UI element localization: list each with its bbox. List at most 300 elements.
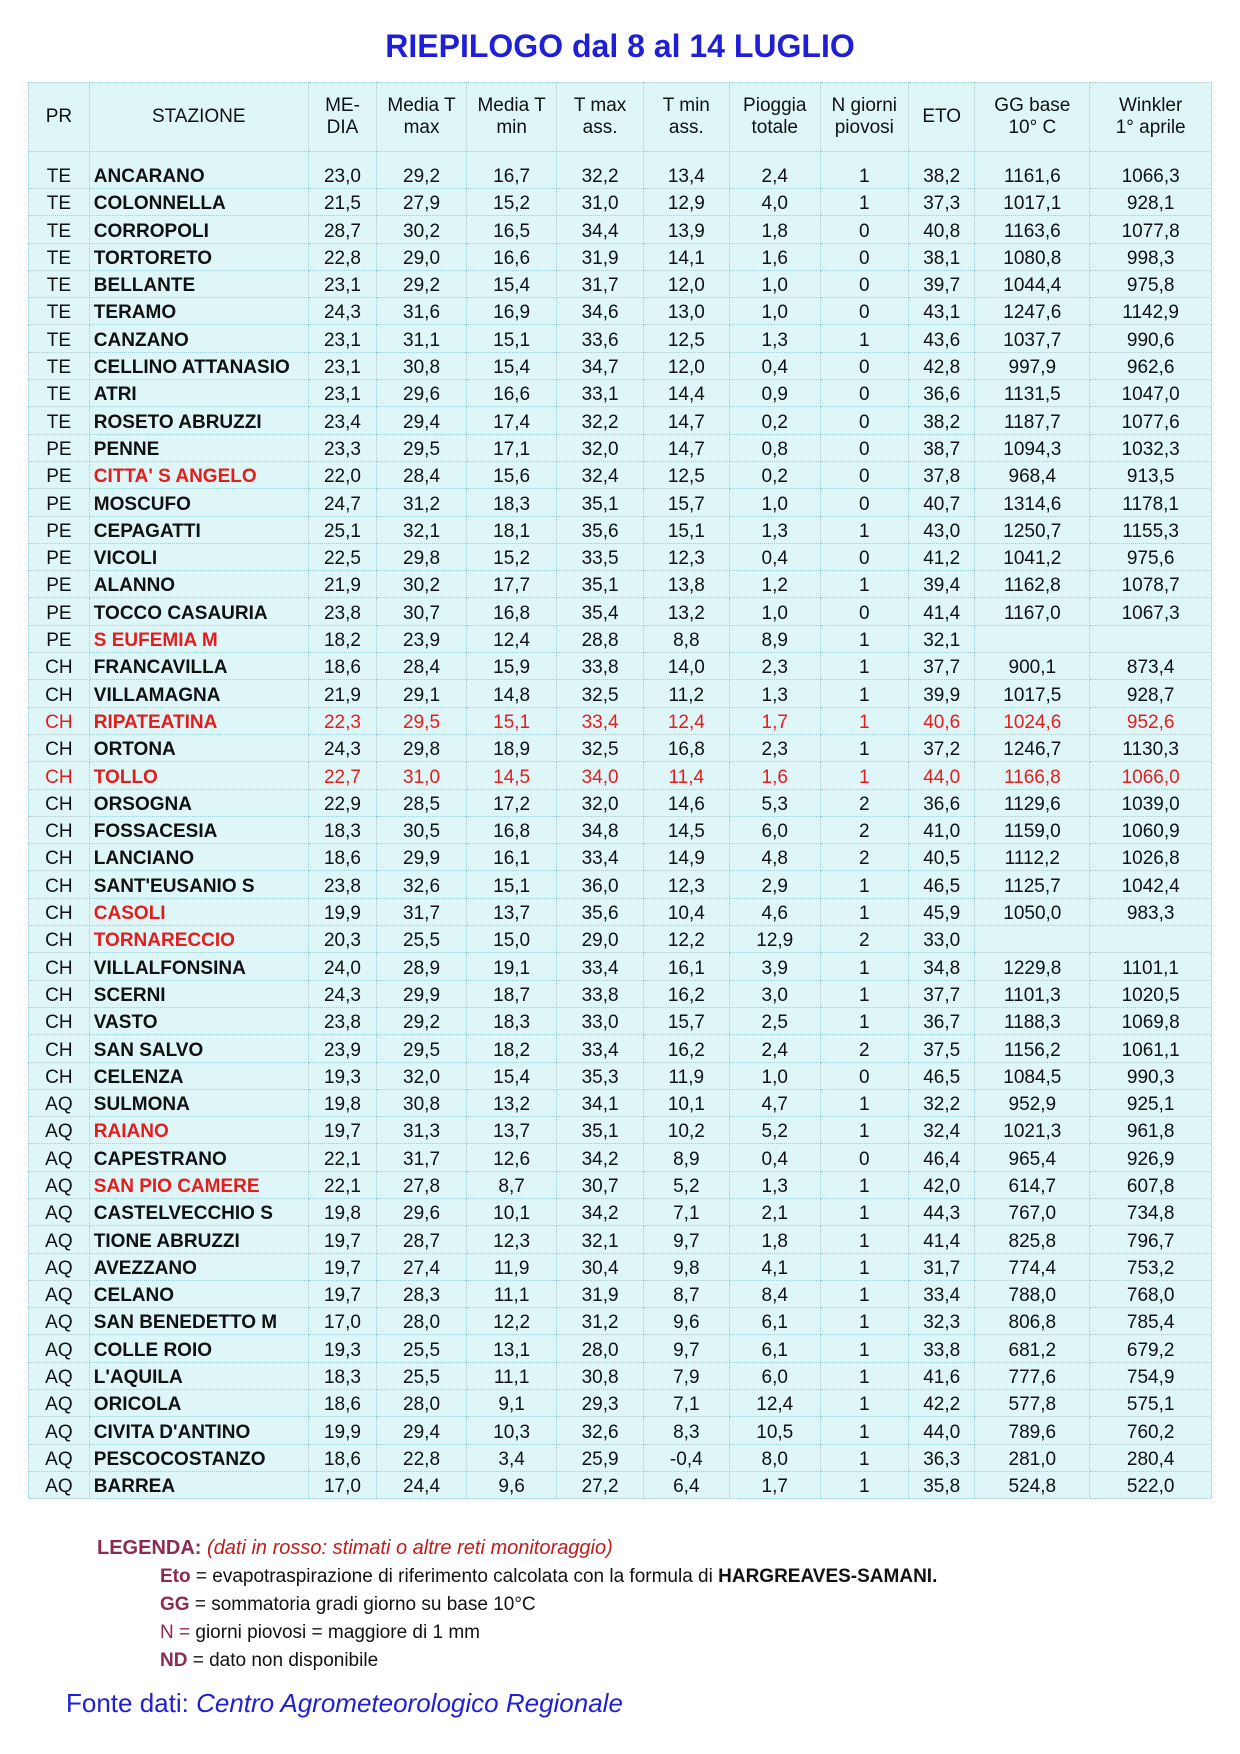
table-row (29, 1390, 1212, 1417)
value-cell: 997,9 (975, 352, 1090, 379)
value-cell: 1060,9 (1090, 816, 1212, 843)
value-cell: 33,1 (557, 380, 643, 407)
value-cell: 1 (820, 152, 908, 189)
station-name-cell: CELLINO ATTANASIO (89, 352, 308, 379)
value-cell: 0 (820, 270, 908, 297)
value-cell: 30,2 (377, 571, 467, 598)
station-name-cell: VILLALFONSINA (89, 953, 308, 980)
column-header-line: GG base (994, 95, 1071, 116)
column-header (466, 83, 557, 152)
value-cell: 0,2 (729, 461, 820, 488)
value-cell: 928,7 (1090, 680, 1212, 707)
value-cell: 34,2 (557, 1198, 643, 1225)
value-cell: 1 (820, 898, 908, 925)
value-cell: 12,6 (466, 1144, 557, 1171)
value-cell: 8,7 (466, 1171, 557, 1198)
value-cell: 22,3 (308, 707, 377, 734)
province-cell: PE (29, 489, 90, 516)
column-header-line: min (496, 117, 527, 138)
value-cell: 16,2 (643, 1035, 729, 1062)
value-cell: 1037,7 (975, 325, 1090, 352)
table-row (29, 1062, 1212, 1089)
legend-note: dati in rosso: stimati o altre reti monitoraggio (213, 1537, 607, 1559)
table-row (29, 571, 1212, 598)
value-cell: 0,9 (729, 380, 820, 407)
value-cell: 1061,1 (1090, 1035, 1212, 1062)
value-cell: 23,0 (308, 152, 377, 189)
table-row (29, 325, 1212, 352)
table-row (29, 1444, 1212, 1471)
table-row (29, 543, 1212, 570)
value-cell: 1032,3 (1090, 434, 1212, 461)
value-cell: 18,6 (308, 653, 377, 680)
value-cell: 11,9 (643, 1062, 729, 1089)
value-cell: 23,8 (308, 871, 377, 898)
value-cell: 1250,7 (975, 516, 1090, 543)
value-cell: 11,4 (643, 762, 729, 789)
value-cell: 28,0 (377, 1308, 467, 1335)
value-cell: 27,9 (377, 189, 467, 216)
value-cell: 4,0 (729, 189, 820, 216)
table-row (29, 734, 1212, 761)
station-name-cell: LANCIANO (89, 844, 308, 871)
value-cell: 1069,8 (1090, 1007, 1212, 1034)
value-cell: 30,4 (557, 1253, 643, 1280)
column-header-line: 1° aprile (1115, 117, 1186, 138)
value-cell: 1 (820, 1335, 908, 1362)
value-cell: 36,6 (909, 380, 975, 407)
value-cell: 975,8 (1090, 270, 1212, 297)
value-cell: 1,0 (729, 598, 820, 625)
province-cell: CH (29, 871, 90, 898)
province-cell: PE (29, 571, 90, 598)
value-cell: 9,6 (466, 1471, 557, 1498)
station-name-cell: ANCARANO (89, 152, 308, 189)
value-cell: 983,3 (1090, 898, 1212, 925)
province-cell: AQ (29, 1417, 90, 1444)
value-cell: 0,4 (729, 1144, 820, 1171)
province-cell: CH (29, 898, 90, 925)
value-cell: -0,4 (643, 1444, 729, 1471)
table-row (29, 1362, 1212, 1389)
table-row (29, 871, 1212, 898)
table-row (29, 189, 1212, 216)
value-cell: 0 (820, 216, 908, 243)
value-cell: 10,2 (643, 1117, 729, 1144)
value-cell: 900,1 (975, 653, 1090, 680)
value-cell: 3,9 (729, 953, 820, 980)
value-cell: 1,7 (729, 707, 820, 734)
value-cell: 32,2 (557, 152, 643, 189)
value-cell: 522,0 (1090, 1471, 1212, 1498)
value-cell: 1101,1 (1090, 953, 1212, 980)
value-cell: 35,1 (557, 1117, 643, 1144)
value-cell: 11,9 (466, 1253, 557, 1280)
value-cell: 31,0 (377, 762, 467, 789)
value-cell: 34,6 (557, 298, 643, 325)
value-cell: 29,9 (377, 980, 467, 1007)
value-cell: 18,6 (308, 1444, 377, 1471)
province-cell: TE (29, 407, 90, 434)
value-cell: 32,1 (377, 516, 467, 543)
value-cell: 913,5 (1090, 461, 1212, 488)
value-cell: 32,1 (909, 625, 975, 652)
value-cell: 35,4 (557, 598, 643, 625)
value-cell: 31,7 (377, 898, 467, 925)
value-cell: 23,8 (308, 598, 377, 625)
value-cell: 38,1 (909, 243, 975, 270)
table-row (29, 926, 1212, 953)
station-name-cell: CELENZA (89, 1062, 308, 1089)
value-cell: 13,1 (466, 1335, 557, 1362)
table-row (29, 1089, 1212, 1116)
value-cell: 32,0 (557, 434, 643, 461)
province-cell: AQ (29, 1390, 90, 1417)
value-cell: 7,9 (643, 1362, 729, 1389)
value-cell: 32,5 (557, 734, 643, 761)
province-cell: AQ (29, 1198, 90, 1225)
value-cell: 38,2 (909, 152, 975, 189)
value-cell: 1 (820, 871, 908, 898)
value-cell: 19,1 (466, 953, 557, 980)
value-cell: 0 (820, 598, 908, 625)
value-cell: 28,0 (377, 1390, 467, 1417)
value-cell: 36,7 (909, 1007, 975, 1034)
value-cell: 29,2 (377, 1007, 467, 1034)
station-name-cell: FOSSACESIA (89, 816, 308, 843)
value-cell: 27,2 (557, 1471, 643, 1498)
province-cell: CH (29, 762, 90, 789)
value-cell: 0 (820, 352, 908, 379)
value-cell: 32,0 (377, 1062, 467, 1089)
value-cell: 9,7 (643, 1226, 729, 1253)
value-cell: 34,2 (557, 1144, 643, 1171)
value-cell: 15,4 (466, 352, 557, 379)
value-cell: 1 (820, 1308, 908, 1335)
value-cell: 1044,4 (975, 270, 1090, 297)
value-cell: 19,9 (308, 1417, 377, 1444)
value-cell: 18,6 (308, 844, 377, 871)
value-cell: 18,3 (466, 1007, 557, 1034)
value-cell: 280,4 (1090, 1444, 1212, 1471)
value-cell: 754,9 (1090, 1362, 1212, 1389)
province-cell: AQ (29, 1362, 90, 1389)
value-cell: 1 (820, 1089, 908, 1116)
value-cell: 13,8 (643, 571, 729, 598)
table-row (29, 352, 1212, 379)
value-cell: 46,5 (909, 1062, 975, 1089)
value-cell: 788,0 (975, 1280, 1090, 1307)
province-cell: AQ (29, 1471, 90, 1498)
column-header (820, 83, 908, 152)
data-source-label: Fonte dati: (66, 1688, 197, 1718)
value-cell: 41,2 (909, 543, 975, 570)
value-cell: 34,4 (557, 216, 643, 243)
value-cell: 2 (820, 1035, 908, 1062)
value-cell: 23,3 (308, 434, 377, 461)
value-cell: 40,5 (909, 844, 975, 871)
value-cell: 1246,7 (975, 734, 1090, 761)
value-cell: 22,5 (308, 543, 377, 570)
value-cell: 16,6 (466, 380, 557, 407)
value-cell: 23,1 (308, 352, 377, 379)
value-cell: 1 (820, 1226, 908, 1253)
value-cell: 28,7 (377, 1226, 467, 1253)
value-cell: 1 (820, 1253, 908, 1280)
station-name-cell: TORNARECCIO (89, 926, 308, 953)
station-name-cell: ALANNO (89, 571, 308, 598)
value-cell: 29,4 (377, 1417, 467, 1444)
value-cell: 29,8 (377, 543, 467, 570)
table-row (29, 1171, 1212, 1198)
province-cell: TE (29, 189, 90, 216)
value-cell: 44,0 (909, 1417, 975, 1444)
value-cell: 18,3 (308, 816, 377, 843)
value-cell: 18,7 (466, 980, 557, 1007)
value-cell: 19,7 (308, 1226, 377, 1253)
value-cell: 16,9 (466, 298, 557, 325)
table-row (29, 898, 1212, 925)
value-cell: 0,8 (729, 434, 820, 461)
value-cell: 42,0 (909, 1171, 975, 1198)
value-cell: 1 (820, 1417, 908, 1444)
province-cell: CH (29, 1062, 90, 1089)
province-cell: TE (29, 298, 90, 325)
value-cell: 44,3 (909, 1198, 975, 1225)
value-cell: 19,7 (308, 1253, 377, 1280)
value-cell: 16,1 (466, 844, 557, 871)
station-name-cell: VILLAMAGNA (89, 680, 308, 707)
station-name-cell: CASOLI (89, 898, 308, 925)
table-row (29, 461, 1212, 488)
value-cell: 29,1 (377, 680, 467, 707)
value-cell: 12,0 (643, 352, 729, 379)
value-cell: 40,8 (909, 216, 975, 243)
value-cell: 753,2 (1090, 1253, 1212, 1280)
value-cell: 1 (820, 571, 908, 598)
value-cell: 1 (820, 189, 908, 216)
value-cell: 31,9 (557, 243, 643, 270)
value-cell: 18,6 (308, 1390, 377, 1417)
value-cell: 14,5 (466, 762, 557, 789)
value-cell (975, 625, 1090, 652)
province-cell: AQ (29, 1117, 90, 1144)
value-cell: 13,9 (643, 216, 729, 243)
column-header-line: Media T (387, 95, 456, 116)
value-cell: 6,0 (729, 1362, 820, 1389)
column-header (89, 83, 308, 152)
value-cell: 23,1 (308, 270, 377, 297)
value-cell: 1131,5 (975, 380, 1090, 407)
value-cell: 29,0 (557, 926, 643, 953)
value-cell: 1,3 (729, 325, 820, 352)
value-cell: 12,5 (643, 325, 729, 352)
column-header-line: ETO (922, 106, 962, 127)
value-cell: 34,8 (909, 953, 975, 980)
value-cell: 19,7 (308, 1117, 377, 1144)
value-cell: 15,6 (466, 461, 557, 488)
value-cell: 15,1 (466, 871, 557, 898)
data-source (66, 1688, 623, 1719)
value-cell: 42,2 (909, 1390, 975, 1417)
value-cell: 0 (820, 461, 908, 488)
value-cell: 9,1 (466, 1390, 557, 1417)
table-row (29, 1144, 1212, 1171)
value-cell: 0 (820, 298, 908, 325)
value-cell: 8,8 (643, 625, 729, 652)
value-cell: 24,4 (377, 1471, 467, 1498)
province-cell: AQ (29, 1335, 90, 1362)
value-cell: 0 (820, 1062, 908, 1089)
value-cell: 1 (820, 1171, 908, 1198)
value-cell: 12,4 (729, 1390, 820, 1417)
province-cell: PE (29, 434, 90, 461)
value-cell: 7,1 (643, 1390, 729, 1417)
legend-eto-formula: HARGREAVES-SAMANI. (718, 1566, 938, 1587)
value-cell: 24,3 (308, 298, 377, 325)
province-cell: CH (29, 980, 90, 1007)
value-cell: 12,4 (466, 625, 557, 652)
value-cell: 40,6 (909, 707, 975, 734)
value-cell: 1026,8 (1090, 844, 1212, 871)
value-cell: 15,4 (466, 1062, 557, 1089)
value-cell: 32,6 (557, 1417, 643, 1444)
value-cell: 18,9 (466, 734, 557, 761)
value-cell: 43,0 (909, 516, 975, 543)
table-row (29, 1035, 1212, 1062)
table-row (29, 680, 1212, 707)
column-header-line: Winkler (1118, 95, 1183, 116)
value-cell: 13,2 (466, 1089, 557, 1116)
value-cell: 31,7 (557, 270, 643, 297)
value-cell: 16,8 (466, 598, 557, 625)
value-cell: 16,7 (466, 152, 557, 189)
station-name-cell: VICOLI (89, 543, 308, 570)
value-cell: 14,7 (643, 407, 729, 434)
province-cell: AQ (29, 1226, 90, 1253)
value-cell: 19,3 (308, 1335, 377, 1362)
column-header (377, 83, 467, 152)
value-cell: 43,6 (909, 325, 975, 352)
value-cell: 32,5 (557, 680, 643, 707)
value-cell: 1066,0 (1090, 762, 1212, 789)
value-cell: 1,2 (729, 571, 820, 598)
station-name-cell: SCERNI (89, 980, 308, 1007)
value-cell: 11,1 (466, 1280, 557, 1307)
value-cell: 1112,2 (975, 844, 1090, 871)
station-name-cell: CORROPOLI (89, 216, 308, 243)
value-cell: 1,8 (729, 216, 820, 243)
value-cell: 30,7 (557, 1171, 643, 1198)
value-cell: 32,4 (557, 461, 643, 488)
value-cell: 8,4 (729, 1280, 820, 1307)
province-cell: PE (29, 516, 90, 543)
column-header-line: ME- (325, 95, 360, 116)
value-cell: 1094,3 (975, 434, 1090, 461)
value-cell: 1 (820, 1198, 908, 1225)
value-cell: 29,6 (377, 1198, 467, 1225)
value-cell: 5,2 (643, 1171, 729, 1198)
province-cell: AQ (29, 1089, 90, 1116)
value-cell: 1 (820, 1390, 908, 1417)
value-cell: 32,2 (557, 407, 643, 434)
value-cell: 23,9 (308, 1035, 377, 1062)
value-cell: 1156,2 (975, 1035, 1090, 1062)
value-cell: 15,0 (466, 926, 557, 953)
province-cell: CH (29, 789, 90, 816)
value-cell: 39,4 (909, 571, 975, 598)
legend-n-text: giorni piovosi = maggiore di 1 mm (190, 1622, 480, 1643)
table-body (29, 152, 1212, 1499)
station-name-cell: TOLLO (89, 762, 308, 789)
province-cell: CH (29, 926, 90, 953)
station-name-cell: CAPESTRANO (89, 1144, 308, 1171)
value-cell: 4,8 (729, 844, 820, 871)
legend-heading (97, 1537, 613, 1560)
value-cell: 1024,6 (975, 707, 1090, 734)
value-cell: 1077,6 (1090, 407, 1212, 434)
value-cell: 34,1 (557, 1089, 643, 1116)
legend-title: LEGENDA: (97, 1537, 202, 1559)
value-cell: 679,2 (1090, 1335, 1212, 1362)
value-cell: 28,3 (377, 1280, 467, 1307)
value-cell: 767,0 (975, 1198, 1090, 1225)
value-cell: 7,1 (643, 1198, 729, 1225)
value-cell: 28,5 (377, 789, 467, 816)
value-cell: 38,2 (909, 407, 975, 434)
value-cell: 37,3 (909, 189, 975, 216)
value-cell: 1247,6 (975, 298, 1090, 325)
value-cell: 4,6 (729, 898, 820, 925)
value-cell: 29,4 (377, 407, 467, 434)
value-cell: 0 (820, 380, 908, 407)
value-cell: 37,7 (909, 980, 975, 1007)
legend-gg-text: = sommatoria gradi giorno su base 10°C (189, 1594, 536, 1615)
value-cell: 22,8 (308, 243, 377, 270)
value-cell: 925,1 (1090, 1089, 1212, 1116)
value-cell: 789,6 (975, 1417, 1090, 1444)
station-name-cell: RAIANO (89, 1117, 308, 1144)
value-cell: 37,5 (909, 1035, 975, 1062)
value-cell: 17,2 (466, 789, 557, 816)
value-cell: 1 (820, 1362, 908, 1389)
value-cell: 15,2 (466, 543, 557, 570)
province-cell: AQ (29, 1280, 90, 1307)
value-cell: 37,7 (909, 653, 975, 680)
legend-eto-text: = evapotraspirazione di riferimento calcolata con la formula di (190, 1566, 719, 1587)
legend-close-paren: ) (606, 1537, 613, 1559)
value-cell: 22,1 (308, 1144, 377, 1171)
value-cell: 30,8 (557, 1362, 643, 1389)
value-cell: 990,6 (1090, 325, 1212, 352)
province-cell: TE (29, 325, 90, 352)
value-cell: 36,0 (557, 871, 643, 898)
value-cell: 13,4 (643, 152, 729, 189)
table-row (29, 1335, 1212, 1362)
table-row (29, 816, 1212, 843)
station-name-cell: CITTA' S ANGELO (89, 461, 308, 488)
value-cell: 15,4 (466, 270, 557, 297)
value-cell: 27,4 (377, 1253, 467, 1280)
value-cell: 4,7 (729, 1089, 820, 1116)
table-row (29, 152, 1212, 189)
value-cell: 12,2 (643, 926, 729, 953)
value-cell: 1 (820, 625, 908, 652)
value-cell: 29,2 (377, 152, 467, 189)
value-cell: 1155,3 (1090, 516, 1212, 543)
value-cell: 607,8 (1090, 1171, 1212, 1198)
value-cell: 1188,3 (975, 1007, 1090, 1034)
